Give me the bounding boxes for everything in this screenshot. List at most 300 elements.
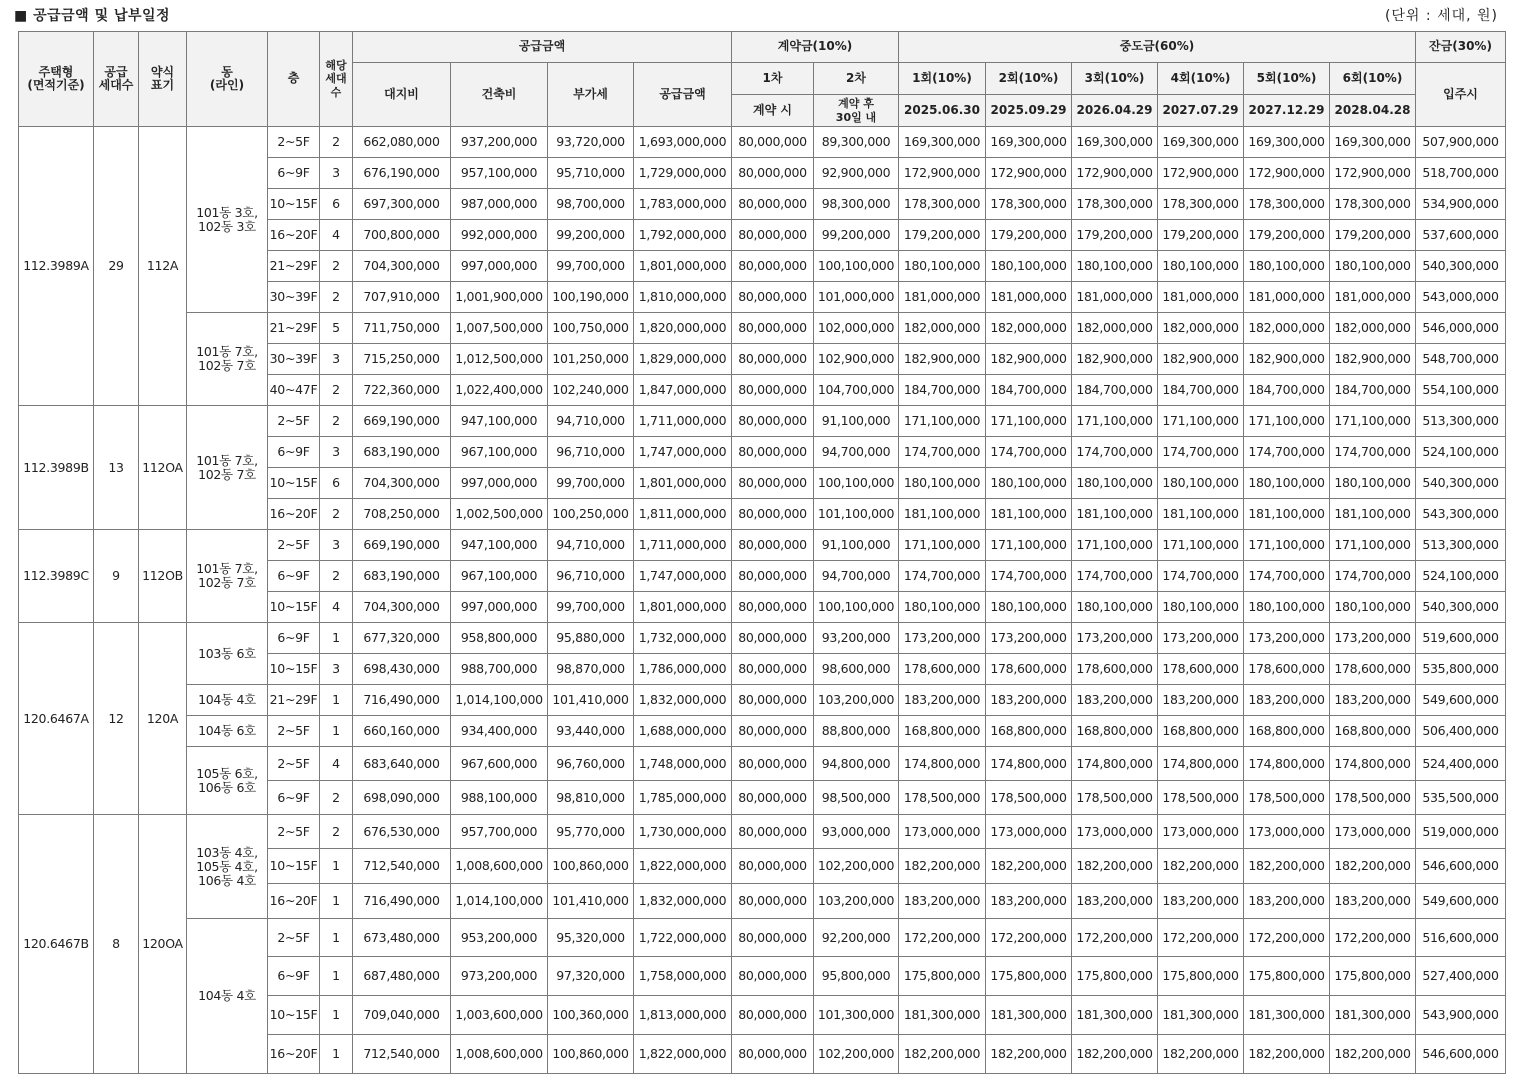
cell-house-type: 120.6467B (19, 815, 94, 1074)
cell-vat: 101,410,000 (548, 685, 634, 716)
cell-deposit-1: 80,000,000 (732, 849, 814, 884)
table-row (19, 313, 1506, 344)
cell-floor: 6~9F (268, 437, 320, 468)
cell-middle-3: 168,800,000 (1072, 716, 1158, 747)
cell-house-type: 112.3989A (19, 127, 94, 406)
cell-floor: 2~5F (268, 530, 320, 561)
cell-middle-3: 171,100,000 (1072, 530, 1158, 561)
header-supply-households-label: 공급 세대수 (98, 64, 134, 92)
cell-middle-4: 182,000,000 (1158, 313, 1244, 344)
cell-deposit-1: 80,000,000 (732, 623, 814, 654)
cell-middle-1: 180,100,000 (899, 592, 986, 623)
cell-house-type: 112.3989C (19, 530, 94, 623)
cell-middle-6: 182,000,000 (1330, 313, 1416, 344)
cell-households: 2 (320, 781, 353, 815)
cell-building: 104동 6호 (187, 716, 268, 747)
cell-middle-6: 182,200,000 (1330, 849, 1416, 884)
cell-middle-4: 174,800,000 (1158, 747, 1244, 781)
header-building-label: 동 (라인) (209, 64, 245, 92)
header-households-label: 해당 세대 수 (325, 58, 347, 99)
cell-floor: 2~5F (268, 406, 320, 437)
cell-balance: 540,300,000 (1416, 468, 1506, 499)
cell-supply-amount: 1,820,000,000 (634, 313, 732, 344)
table-body (19, 127, 1506, 1074)
cell-floor: 2~5F (268, 747, 320, 781)
cell-floor: 21~29F (268, 251, 320, 282)
cell-building-cost: 1,002,500,000 (451, 499, 548, 530)
cell-middle-3: 181,300,000 (1072, 996, 1158, 1035)
header-supply-amount: 공급금액 (634, 63, 732, 127)
cell-households: 3 (320, 530, 353, 561)
cell-vat: 100,750,000 (548, 313, 634, 344)
cell-middle-5: 181,300,000 (1244, 996, 1330, 1035)
cell-building: 101동 3호, 102동 3호 (187, 127, 268, 313)
cell-middle-6: 173,000,000 (1330, 815, 1416, 849)
cell-middle-5: 178,300,000 (1244, 189, 1330, 220)
cell-middle-6: 169,300,000 (1330, 127, 1416, 158)
table-row (19, 530, 1506, 561)
cell-middle-6: 178,600,000 (1330, 654, 1416, 685)
cell-deposit-1: 80,000,000 (732, 592, 814, 623)
cell-deposit-2: 101,100,000 (814, 499, 899, 530)
cell-middle-4: 175,800,000 (1158, 957, 1244, 996)
cell-building-cost: 957,700,000 (451, 815, 548, 849)
cell-middle-1: 173,000,000 (899, 815, 986, 849)
cell-supply-amount: 1,801,000,000 (634, 592, 732, 623)
cell-building-cost: 988,100,000 (451, 781, 548, 815)
cell-vat: 99,700,000 (548, 468, 634, 499)
cell-land-cost: 704,300,000 (353, 468, 451, 499)
cell-supply-amount: 1,832,000,000 (634, 884, 732, 919)
cell-floor: 10~15F (268, 592, 320, 623)
cell-deposit-2: 100,100,000 (814, 251, 899, 282)
cell-middle-4: 174,700,000 (1158, 561, 1244, 592)
cell-middle-5: 175,800,000 (1244, 957, 1330, 996)
cell-middle-5: 178,500,000 (1244, 781, 1330, 815)
cell-building-cost: 1,014,100,000 (451, 685, 548, 716)
cell-deposit-2: 102,000,000 (814, 313, 899, 344)
cell-middle-1: 171,100,000 (899, 406, 986, 437)
cell-middle-1: 171,100,000 (899, 530, 986, 561)
cell-middle-5: 178,600,000 (1244, 654, 1330, 685)
cell-middle-6: 173,200,000 (1330, 623, 1416, 654)
cell-deposit-1: 80,000,000 (732, 437, 814, 468)
cell-building: 104동 4호 (187, 685, 268, 716)
cell-floor: 6~9F (268, 158, 320, 189)
cell-land-cost: 660,160,000 (353, 716, 451, 747)
table-row (19, 685, 1506, 716)
cell-middle-4: 181,000,000 (1158, 282, 1244, 313)
cell-middle-1: 180,100,000 (899, 468, 986, 499)
cell-middle-3: 182,200,000 (1072, 849, 1158, 884)
cell-middle-4: 184,700,000 (1158, 375, 1244, 406)
cell-land-cost: 683,640,000 (353, 747, 451, 781)
table-row (19, 716, 1506, 747)
cell-households: 1 (320, 957, 353, 996)
cell-land-cost: 673,480,000 (353, 919, 451, 957)
cell-deposit-1: 80,000,000 (732, 220, 814, 251)
cell-building-cost: 1,001,900,000 (451, 282, 548, 313)
cell-building-cost: 1,008,600,000 (451, 849, 548, 884)
cell-middle-1: 178,500,000 (899, 781, 986, 815)
cell-deposit-1: 80,000,000 (732, 996, 814, 1035)
cell-middle-1: 182,200,000 (899, 849, 986, 884)
header-deposit-group: 계약금(10%) (732, 32, 899, 63)
cell-supply-amount: 1,847,000,000 (634, 375, 732, 406)
cell-households: 3 (320, 158, 353, 189)
cell-deposit-2: 102,200,000 (814, 849, 899, 884)
cell-deposit-1: 80,000,000 (732, 127, 814, 158)
cell-vat: 95,770,000 (548, 815, 634, 849)
cell-middle-3: 178,500,000 (1072, 781, 1158, 815)
header-vat: 부가세 (548, 63, 634, 127)
cell-land-cost: 683,190,000 (353, 561, 451, 592)
cell-deposit-1: 80,000,000 (732, 282, 814, 313)
cell-floor: 16~20F (268, 884, 320, 919)
cell-short-label: 112A (139, 127, 187, 406)
cell-middle-4: 183,200,000 (1158, 685, 1244, 716)
cell-deposit-1: 80,000,000 (732, 375, 814, 406)
cell-deposit-1: 80,000,000 (732, 781, 814, 815)
header-middle-1-date: 2025.06.30 (899, 95, 986, 127)
cell-vat: 95,710,000 (548, 158, 634, 189)
cell-vat: 100,250,000 (548, 499, 634, 530)
cell-middle-2: 184,700,000 (986, 375, 1072, 406)
cell-short-label: 120OA (139, 815, 187, 1074)
cell-middle-3: 172,200,000 (1072, 919, 1158, 957)
cell-land-cost: 708,250,000 (353, 499, 451, 530)
cell-deposit-2: 99,200,000 (814, 220, 899, 251)
cell-balance: 518,700,000 (1416, 158, 1506, 189)
cell-middle-2: 183,200,000 (986, 884, 1072, 919)
cell-deposit-1: 80,000,000 (732, 530, 814, 561)
cell-middle-1: 182,900,000 (899, 344, 986, 375)
cell-short-label: 112OB (139, 530, 187, 623)
cell-building: 103동 6호 (187, 623, 268, 685)
cell-middle-6: 174,700,000 (1330, 561, 1416, 592)
cell-middle-1: 173,200,000 (899, 623, 986, 654)
cell-households: 2 (320, 127, 353, 158)
cell-middle-2: 182,200,000 (986, 849, 1072, 884)
cell-land-cost: 712,540,000 (353, 1035, 451, 1074)
cell-floor: 16~20F (268, 220, 320, 251)
cell-middle-3: 178,300,000 (1072, 189, 1158, 220)
cell-balance: 534,900,000 (1416, 189, 1506, 220)
cell-middle-1: 182,000,000 (899, 313, 986, 344)
header-middle-4: 4회(10%) (1158, 63, 1244, 95)
cell-building-cost: 997,000,000 (451, 468, 548, 499)
cell-floor: 10~15F (268, 996, 320, 1035)
cell-supply-amount: 1,822,000,000 (634, 849, 732, 884)
header-households (320, 32, 353, 127)
cell-households: 4 (320, 592, 353, 623)
cell-floor: 6~9F (268, 957, 320, 996)
cell-balance: 527,400,000 (1416, 957, 1506, 996)
cell-middle-4: 178,600,000 (1158, 654, 1244, 685)
cell-middle-6: 174,700,000 (1330, 437, 1416, 468)
cell-middle-4: 182,200,000 (1158, 849, 1244, 884)
cell-middle-5: 180,100,000 (1244, 592, 1330, 623)
cell-supply-amount: 1,786,000,000 (634, 654, 732, 685)
cell-balance: 537,600,000 (1416, 220, 1506, 251)
header-middle-2: 2회(10%) (986, 63, 1072, 95)
cell-balance: 519,000,000 (1416, 815, 1506, 849)
cell-deposit-1: 80,000,000 (732, 313, 814, 344)
cell-middle-2: 181,000,000 (986, 282, 1072, 313)
cell-deposit-2: 93,000,000 (814, 815, 899, 849)
header-supply-households (94, 32, 139, 127)
cell-floor: 10~15F (268, 468, 320, 499)
cell-middle-3: 173,000,000 (1072, 815, 1158, 849)
cell-floor: 21~29F (268, 685, 320, 716)
cell-households: 2 (320, 375, 353, 406)
cell-supply-amount: 1,829,000,000 (634, 344, 732, 375)
cell-middle-5: 181,100,000 (1244, 499, 1330, 530)
cell-floor: 40~47F (268, 375, 320, 406)
cell-floor: 2~5F (268, 919, 320, 957)
cell-middle-5: 174,800,000 (1244, 747, 1330, 781)
header-short-label-text: 약식 표기 (150, 64, 175, 92)
cell-building: 101동 7호, 102동 7호 (187, 406, 268, 530)
cell-building-cost: 997,000,000 (451, 251, 548, 282)
header-middle-3: 3회(10%) (1072, 63, 1158, 95)
cell-vat: 95,880,000 (548, 623, 634, 654)
header-building (187, 32, 268, 127)
cell-households: 2 (320, 561, 353, 592)
cell-land-cost: 687,480,000 (353, 957, 451, 996)
header-house-type-label: 주택형 (면적기준) (27, 64, 85, 92)
cell-middle-2: 179,200,000 (986, 220, 1072, 251)
cell-middle-6: 172,200,000 (1330, 919, 1416, 957)
cell-middle-6: 178,300,000 (1330, 189, 1416, 220)
cell-middle-5: 182,200,000 (1244, 849, 1330, 884)
cell-supply-households: 13 (94, 406, 139, 530)
cell-building-cost: 1,007,500,000 (451, 313, 548, 344)
cell-deposit-2: 91,100,000 (814, 530, 899, 561)
cell-deposit-1: 80,000,000 (732, 251, 814, 282)
cell-house-type: 120.6467A (19, 623, 94, 815)
header-middle-1: 1회(10%) (899, 63, 986, 95)
cell-supply-households: 9 (94, 530, 139, 623)
cell-supply-amount: 1,811,000,000 (634, 499, 732, 530)
cell-middle-2: 168,800,000 (986, 716, 1072, 747)
cell-middle-4: 174,700,000 (1158, 437, 1244, 468)
cell-middle-2: 174,800,000 (986, 747, 1072, 781)
header-middle-5-date: 2027.12.29 (1244, 95, 1330, 127)
cell-vat: 98,700,000 (548, 189, 634, 220)
cell-short-label: 120A (139, 623, 187, 815)
cell-balance: 546,600,000 (1416, 1035, 1506, 1074)
cell-middle-2: 175,800,000 (986, 957, 1072, 996)
cell-vat: 96,710,000 (548, 437, 634, 468)
cell-deposit-2: 100,100,000 (814, 468, 899, 499)
cell-middle-2: 178,600,000 (986, 654, 1072, 685)
cell-balance: 513,300,000 (1416, 406, 1506, 437)
cell-middle-2: 171,100,000 (986, 406, 1072, 437)
cell-vat: 97,320,000 (548, 957, 634, 996)
cell-households: 1 (320, 1035, 353, 1074)
cell-deposit-2: 88,800,000 (814, 716, 899, 747)
cell-supply-amount: 1,729,000,000 (634, 158, 732, 189)
cell-middle-2: 180,100,000 (986, 468, 1072, 499)
cell-middle-3: 178,600,000 (1072, 654, 1158, 685)
cell-households: 2 (320, 406, 353, 437)
cell-middle-3: 174,800,000 (1072, 747, 1158, 781)
cell-floor: 6~9F (268, 781, 320, 815)
cell-middle-6: 181,100,000 (1330, 499, 1416, 530)
cell-balance: 535,800,000 (1416, 654, 1506, 685)
cell-balance: 540,300,000 (1416, 592, 1506, 623)
cell-supply-households: 8 (94, 815, 139, 1074)
cell-deposit-2: 92,900,000 (814, 158, 899, 189)
cell-households: 1 (320, 716, 353, 747)
cell-balance: 543,000,000 (1416, 282, 1506, 313)
cell-middle-4: 180,100,000 (1158, 592, 1244, 623)
cell-balance: 546,600,000 (1416, 849, 1506, 884)
cell-middle-1: 168,800,000 (899, 716, 986, 747)
cell-building-cost: 953,200,000 (451, 919, 548, 957)
cell-balance: 516,600,000 (1416, 919, 1506, 957)
header-deposit-2: 2차 (814, 63, 899, 95)
cell-land-cost: 669,190,000 (353, 530, 451, 561)
cell-supply-amount: 1,792,000,000 (634, 220, 732, 251)
cell-balance: 524,400,000 (1416, 747, 1506, 781)
cell-vat: 96,710,000 (548, 561, 634, 592)
cell-deposit-2: 94,700,000 (814, 561, 899, 592)
cell-building-cost: 992,000,000 (451, 220, 548, 251)
cell-balance: 513,300,000 (1416, 530, 1506, 561)
cell-middle-4: 178,300,000 (1158, 189, 1244, 220)
cell-land-cost: 711,750,000 (353, 313, 451, 344)
cell-deposit-2: 103,200,000 (814, 685, 899, 716)
cell-balance: 519,600,000 (1416, 623, 1506, 654)
cell-middle-1: 172,900,000 (899, 158, 986, 189)
header-floor: 층 (268, 32, 320, 127)
cell-floor: 21~29F (268, 313, 320, 344)
cell-middle-1: 172,200,000 (899, 919, 986, 957)
cell-supply-amount: 1,758,000,000 (634, 957, 732, 996)
cell-building: 105동 6호, 106동 6호 (187, 747, 268, 815)
cell-middle-5: 182,200,000 (1244, 1035, 1330, 1074)
cell-building-cost: 967,100,000 (451, 437, 548, 468)
cell-deposit-2: 91,100,000 (814, 406, 899, 437)
table-row (19, 623, 1506, 654)
cell-middle-2: 181,300,000 (986, 996, 1072, 1035)
cell-middle-1: 182,200,000 (899, 1035, 986, 1074)
cell-middle-2: 169,300,000 (986, 127, 1072, 158)
cell-deposit-2: 103,200,000 (814, 884, 899, 919)
cell-middle-4: 169,300,000 (1158, 127, 1244, 158)
cell-middle-3: 173,200,000 (1072, 623, 1158, 654)
cell-middle-4: 183,200,000 (1158, 884, 1244, 919)
cell-middle-6: 182,900,000 (1330, 344, 1416, 375)
cell-vat: 94,710,000 (548, 406, 634, 437)
cell-building-cost: 997,000,000 (451, 592, 548, 623)
cell-building-cost: 1,008,600,000 (451, 1035, 548, 1074)
cell-middle-4: 181,100,000 (1158, 499, 1244, 530)
cell-middle-4: 179,200,000 (1158, 220, 1244, 251)
cell-short-label: 112OA (139, 406, 187, 530)
cell-households: 1 (320, 623, 353, 654)
cell-middle-5: 183,200,000 (1244, 685, 1330, 716)
cell-middle-5: 182,900,000 (1244, 344, 1330, 375)
header-deposit-2-when (814, 95, 899, 127)
cell-households: 3 (320, 654, 353, 685)
cell-deposit-2: 102,900,000 (814, 344, 899, 375)
cell-middle-5: 172,200,000 (1244, 919, 1330, 957)
cell-middle-1: 181,300,000 (899, 996, 986, 1035)
cell-land-cost: 697,300,000 (353, 189, 451, 220)
cell-supply-amount: 1,711,000,000 (634, 530, 732, 561)
cell-balance: 524,100,000 (1416, 561, 1506, 592)
cell-deposit-2: 89,300,000 (814, 127, 899, 158)
cell-floor: 30~39F (268, 282, 320, 313)
cell-land-cost: 716,490,000 (353, 884, 451, 919)
cell-households: 2 (320, 499, 353, 530)
cell-middle-6: 168,800,000 (1330, 716, 1416, 747)
cell-land-cost: 704,300,000 (353, 251, 451, 282)
cell-households: 6 (320, 468, 353, 499)
cell-households: 4 (320, 220, 353, 251)
cell-deposit-2: 93,200,000 (814, 623, 899, 654)
cell-deposit-1: 80,000,000 (732, 158, 814, 189)
cell-households: 2 (320, 815, 353, 849)
header-middle-6-date: 2028.04.28 (1330, 95, 1416, 127)
cell-middle-5: 173,200,000 (1244, 623, 1330, 654)
cell-middle-3: 181,000,000 (1072, 282, 1158, 313)
cell-balance: 543,300,000 (1416, 499, 1506, 530)
cell-middle-4: 172,200,000 (1158, 919, 1244, 957)
cell-middle-2: 172,200,000 (986, 919, 1072, 957)
cell-middle-6: 184,700,000 (1330, 375, 1416, 406)
cell-middle-3: 180,100,000 (1072, 468, 1158, 499)
table-header (19, 32, 1506, 127)
table-row (19, 406, 1506, 437)
cell-balance: 506,400,000 (1416, 716, 1506, 747)
cell-middle-6: 180,100,000 (1330, 251, 1416, 282)
cell-middle-2: 182,200,000 (986, 1035, 1072, 1074)
cell-middle-4: 171,100,000 (1158, 406, 1244, 437)
cell-middle-2: 174,700,000 (986, 561, 1072, 592)
cell-households: 3 (320, 344, 353, 375)
cell-vat: 93,440,000 (548, 716, 634, 747)
cell-deposit-1: 80,000,000 (732, 344, 814, 375)
cell-building: 103동 4호, 105동 4호, 106동 4호 (187, 815, 268, 919)
cell-vat: 96,760,000 (548, 747, 634, 781)
cell-building-cost: 987,000,000 (451, 189, 548, 220)
cell-building-cost: 947,100,000 (451, 406, 548, 437)
cell-balance: 540,300,000 (1416, 251, 1506, 282)
supply-price-table (18, 31, 1506, 1074)
cell-middle-3: 169,300,000 (1072, 127, 1158, 158)
cell-middle-2: 173,000,000 (986, 815, 1072, 849)
cell-middle-4: 182,200,000 (1158, 1035, 1244, 1074)
cell-middle-5: 182,000,000 (1244, 313, 1330, 344)
cell-supply-amount: 1,832,000,000 (634, 685, 732, 716)
cell-deposit-1: 80,000,000 (732, 1035, 814, 1074)
header-middle-2-date: 2025.09.29 (986, 95, 1072, 127)
cell-deposit-1: 80,000,000 (732, 884, 814, 919)
cell-middle-5: 168,800,000 (1244, 716, 1330, 747)
cell-balance: 535,500,000 (1416, 781, 1506, 815)
cell-households: 5 (320, 313, 353, 344)
cell-middle-1: 169,300,000 (899, 127, 986, 158)
cell-supply-amount: 1,801,000,000 (634, 251, 732, 282)
cell-middle-6: 180,100,000 (1330, 592, 1416, 623)
cell-middle-6: 180,100,000 (1330, 468, 1416, 499)
cell-middle-6: 171,100,000 (1330, 406, 1416, 437)
table-row (19, 919, 1506, 957)
